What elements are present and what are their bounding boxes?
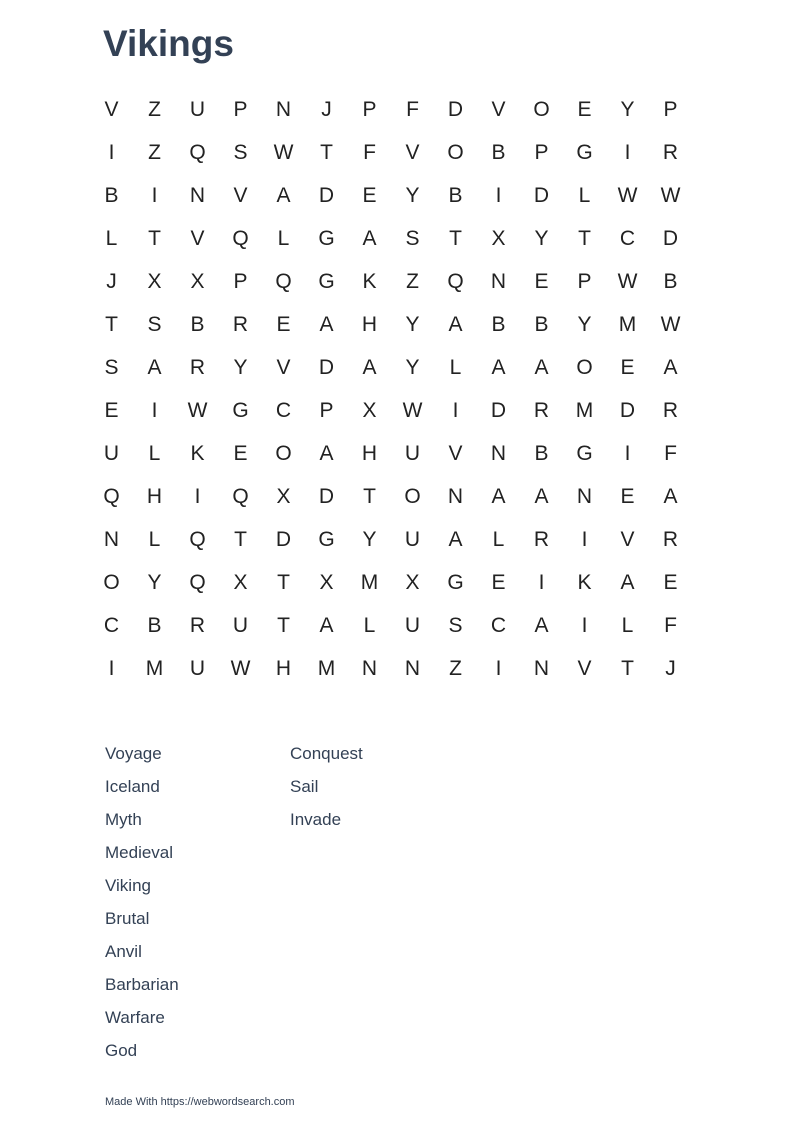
grid-cell: N xyxy=(275,97,292,121)
grid-cell: G xyxy=(318,527,335,551)
grid-cell: S xyxy=(104,355,119,379)
grid-cell: E xyxy=(577,97,592,121)
grid-cell: D xyxy=(533,183,550,207)
grid-cell: U xyxy=(404,613,421,637)
grid-cell: H xyxy=(361,312,378,336)
letter-grid xyxy=(90,88,692,690)
grid-cell: P xyxy=(362,97,377,121)
grid-cell: U xyxy=(404,527,421,551)
grid-cell: E xyxy=(104,398,119,422)
grid-cell: A xyxy=(448,312,463,336)
grid-cell: G xyxy=(318,269,335,293)
grid-cell: Q xyxy=(189,527,206,551)
grid-cell: N xyxy=(576,484,593,508)
grid-cell: S xyxy=(147,312,162,336)
grid-cell: Y xyxy=(405,355,420,379)
grid-cell: W xyxy=(187,398,208,422)
grid-cell: P xyxy=(577,269,592,293)
grid-cell: B xyxy=(104,183,119,207)
grid-cell: L xyxy=(148,527,161,551)
grid-cell: G xyxy=(232,398,249,422)
grid-cell: A xyxy=(663,355,678,379)
grid-cell: D xyxy=(447,97,464,121)
grid-cell: B xyxy=(491,312,506,336)
word-list xyxy=(105,737,475,1067)
grid-cell: U xyxy=(189,97,206,121)
grid-cell: T xyxy=(277,570,290,594)
grid-cell: X xyxy=(405,570,420,594)
grid-cell: B xyxy=(663,269,678,293)
grid-cell: E xyxy=(620,484,635,508)
grid-cell: A xyxy=(534,484,549,508)
grid-cell: A xyxy=(362,355,377,379)
word-list-item: Brutal xyxy=(105,909,150,928)
grid-cell: V xyxy=(104,97,119,121)
grid-cell: D xyxy=(318,183,335,207)
grid-cell: J xyxy=(106,269,117,293)
grid-cell: O xyxy=(533,97,550,121)
grid-cell: W xyxy=(617,269,638,293)
grid-cell: R xyxy=(533,398,550,422)
grid-cell: F xyxy=(406,97,419,121)
grid-cell: V xyxy=(190,226,205,250)
grid-cell: L xyxy=(148,441,161,465)
word-list-item: Medieval xyxy=(105,843,174,862)
grid-cell: W xyxy=(230,656,251,680)
grid-cell: V xyxy=(276,355,291,379)
grid-cell: T xyxy=(148,226,161,250)
grid-cell: L xyxy=(277,226,290,250)
grid-cell: Z xyxy=(148,140,161,164)
grid-cell: D xyxy=(619,398,636,422)
grid-cell: O xyxy=(576,355,593,379)
page-title: Vikings xyxy=(103,23,234,64)
grid-cell: Y xyxy=(620,97,635,121)
grid-cell: S xyxy=(405,226,420,250)
grid-cell: I xyxy=(151,398,158,422)
grid-cell: X xyxy=(147,269,162,293)
grid-cell: A xyxy=(620,570,635,594)
grid-cell: B xyxy=(534,312,549,336)
grid-cell: I xyxy=(495,183,502,207)
grid-cell: O xyxy=(275,441,292,465)
grid-cell: B xyxy=(448,183,463,207)
grid-cell: I xyxy=(452,398,459,422)
grid-cell: A xyxy=(491,355,506,379)
grid-cell: N xyxy=(490,441,507,465)
grid-cell: M xyxy=(317,656,336,680)
grid-cell: X xyxy=(233,570,248,594)
grid-cell: V xyxy=(491,97,506,121)
grid-cell: C xyxy=(619,226,636,250)
grid-cell: A xyxy=(319,613,334,637)
grid-cell: S xyxy=(448,613,463,637)
grid-cell: R xyxy=(662,140,679,164)
grid-cell: E xyxy=(534,269,549,293)
grid-cell: P xyxy=(233,97,248,121)
grid-cell: U xyxy=(189,656,206,680)
grid-cell: G xyxy=(576,441,593,465)
grid-cell: I xyxy=(495,656,502,680)
grid-cell: X xyxy=(190,269,205,293)
grid-cell: A xyxy=(319,441,334,465)
grid-cell: Y xyxy=(233,355,248,379)
grid-cell: N xyxy=(404,656,421,680)
grid-cell: A xyxy=(534,355,549,379)
grid-cell: T xyxy=(320,140,333,164)
grid-cell: T xyxy=(105,312,118,336)
grid-cell: A xyxy=(534,613,549,637)
grid-cell: B xyxy=(534,441,549,465)
grid-cell: M xyxy=(360,570,379,594)
grid-cell: V xyxy=(405,140,420,164)
grid-cell: Q xyxy=(189,140,206,164)
word-list-item: Warfare xyxy=(105,1008,165,1027)
grid-cell: I xyxy=(108,140,115,164)
grid-cell: E xyxy=(362,183,377,207)
grid-cell: X xyxy=(319,570,334,594)
word-list-item: God xyxy=(105,1041,138,1060)
grid-cell: K xyxy=(362,269,377,293)
grid-cell: Y xyxy=(577,312,592,336)
word-list-item: Iceland xyxy=(105,777,160,796)
grid-cell: Y xyxy=(362,527,377,551)
grid-cell: Q xyxy=(232,226,249,250)
grid-cell: H xyxy=(146,484,163,508)
word-list-item: Sail xyxy=(290,777,319,796)
grid-cell: G xyxy=(447,570,464,594)
grid-cell: I xyxy=(151,183,158,207)
grid-cell: Y xyxy=(405,312,420,336)
grid-cell: A xyxy=(663,484,678,508)
grid-cell: P xyxy=(663,97,678,121)
grid-cell: Z xyxy=(148,97,161,121)
word-list-item: Invade xyxy=(290,810,342,829)
grid-cell: N xyxy=(189,183,206,207)
grid-cell: Z xyxy=(406,269,419,293)
grid-cell: A xyxy=(276,183,291,207)
grid-cell: I xyxy=(108,656,115,680)
grid-cell: G xyxy=(318,226,335,250)
grid-cell: R xyxy=(662,398,679,422)
grid-cell: Y xyxy=(147,570,162,594)
grid-cell: M xyxy=(575,398,594,422)
grid-cell: Z xyxy=(449,656,462,680)
grid-cell: P xyxy=(319,398,334,422)
grid-cell: N xyxy=(533,656,550,680)
grid-cell: C xyxy=(103,613,120,637)
grid-cell: D xyxy=(318,355,335,379)
grid-cell: Y xyxy=(534,226,549,250)
grid-cell: A xyxy=(319,312,334,336)
grid-cell: B xyxy=(147,613,162,637)
grid-cell: O xyxy=(404,484,421,508)
grid-cell: T xyxy=(621,656,634,680)
grid-cell: F xyxy=(664,613,677,637)
grid-cell: Q xyxy=(103,484,120,508)
grid-cell: H xyxy=(361,441,378,465)
grid-cell: B xyxy=(190,312,205,336)
grid-cell: W xyxy=(617,183,638,207)
word-list-item: Anvil xyxy=(105,942,142,961)
word-list-item: Barbarian xyxy=(105,975,179,994)
grid-cell: X xyxy=(362,398,377,422)
grid-cell: I xyxy=(624,140,631,164)
grid-cell: A xyxy=(147,355,162,379)
grid-cell: V xyxy=(577,656,592,680)
grid-cell: E xyxy=(663,570,678,594)
grid-cell: K xyxy=(190,441,205,465)
grid-cell: M xyxy=(618,312,637,336)
grid-cell: F xyxy=(664,441,677,465)
footer-credit: Made With https://webwordsearch.com xyxy=(105,1096,295,1108)
grid-cell: F xyxy=(363,140,376,164)
grid-cell: N xyxy=(361,656,378,680)
grid-cell: U xyxy=(404,441,421,465)
grid-cell: X xyxy=(276,484,291,508)
grid-cell: O xyxy=(447,140,464,164)
grid-cell: X xyxy=(491,226,506,250)
grid-cell: D xyxy=(275,527,292,551)
grid-cell: E xyxy=(491,570,506,594)
grid-cell: L xyxy=(578,183,591,207)
grid-cell: W xyxy=(402,398,423,422)
grid-cell: V xyxy=(233,183,248,207)
grid-cell: U xyxy=(232,613,249,637)
grid-cell: M xyxy=(145,656,164,680)
grid-cell: A xyxy=(491,484,506,508)
grid-cell: T xyxy=(234,527,247,551)
grid-cell: I xyxy=(538,570,545,594)
word-list-column xyxy=(290,737,475,1067)
grid-cell: I xyxy=(194,484,201,508)
grid-cell: T xyxy=(363,484,376,508)
grid-cell: R xyxy=(232,312,249,336)
grid-cell: K xyxy=(577,570,592,594)
grid-cell: R xyxy=(533,527,550,551)
grid-cell: V xyxy=(448,441,463,465)
grid-cell: L xyxy=(449,355,462,379)
grid-cell: P xyxy=(233,269,248,293)
grid-cell: T xyxy=(578,226,591,250)
grid-cell: J xyxy=(665,656,676,680)
grid-cell: A xyxy=(362,226,377,250)
grid-cell: D xyxy=(662,226,679,250)
grid-cell: N xyxy=(447,484,464,508)
grid-cell: I xyxy=(624,441,631,465)
grid-cell: S xyxy=(233,140,248,164)
grid-cell: T xyxy=(277,613,290,637)
grid-cell: L xyxy=(363,613,376,637)
grid-cell: N xyxy=(103,527,120,551)
grid-cell: W xyxy=(660,312,681,336)
grid-cell: T xyxy=(449,226,462,250)
word-list-item: Voyage xyxy=(105,744,162,763)
grid-cell: R xyxy=(662,527,679,551)
grid-cell: D xyxy=(318,484,335,508)
grid-cell: Q xyxy=(447,269,464,293)
grid-cell: L xyxy=(105,226,118,250)
grid-cell: R xyxy=(189,355,206,379)
grid-cell: O xyxy=(103,570,120,594)
grid-cell: C xyxy=(490,613,507,637)
word-list-item: Viking xyxy=(105,876,151,895)
word-list-item: Myth xyxy=(105,810,142,829)
grid-cell: Q xyxy=(275,269,292,293)
grid-cell: V xyxy=(620,527,635,551)
grid-cell: A xyxy=(448,527,463,551)
word-list-column xyxy=(105,737,290,1067)
grid-cell: C xyxy=(275,398,292,422)
grid-cell: P xyxy=(534,140,549,164)
grid-cell: Q xyxy=(189,570,206,594)
grid-cell: I xyxy=(581,613,588,637)
grid-cell: H xyxy=(275,656,292,680)
grid-cell: Y xyxy=(405,183,420,207)
grid-cell: E xyxy=(276,312,291,336)
grid-cell: U xyxy=(103,441,120,465)
grid-cell: R xyxy=(189,613,206,637)
grid-cell: E xyxy=(233,441,248,465)
grid-cell: D xyxy=(490,398,507,422)
grid-cell: B xyxy=(491,140,506,164)
grid-cell: I xyxy=(581,527,588,551)
grid-cell: W xyxy=(660,183,681,207)
grid-cell: N xyxy=(490,269,507,293)
grid-cell: E xyxy=(620,355,635,379)
word-list-item: Conquest xyxy=(290,744,363,763)
grid-cell: W xyxy=(273,140,294,164)
grid-cell: G xyxy=(576,140,593,164)
grid-cell: L xyxy=(492,527,505,551)
grid-cell: J xyxy=(321,97,332,121)
grid-cell: L xyxy=(621,613,634,637)
grid-cell: Q xyxy=(232,484,249,508)
